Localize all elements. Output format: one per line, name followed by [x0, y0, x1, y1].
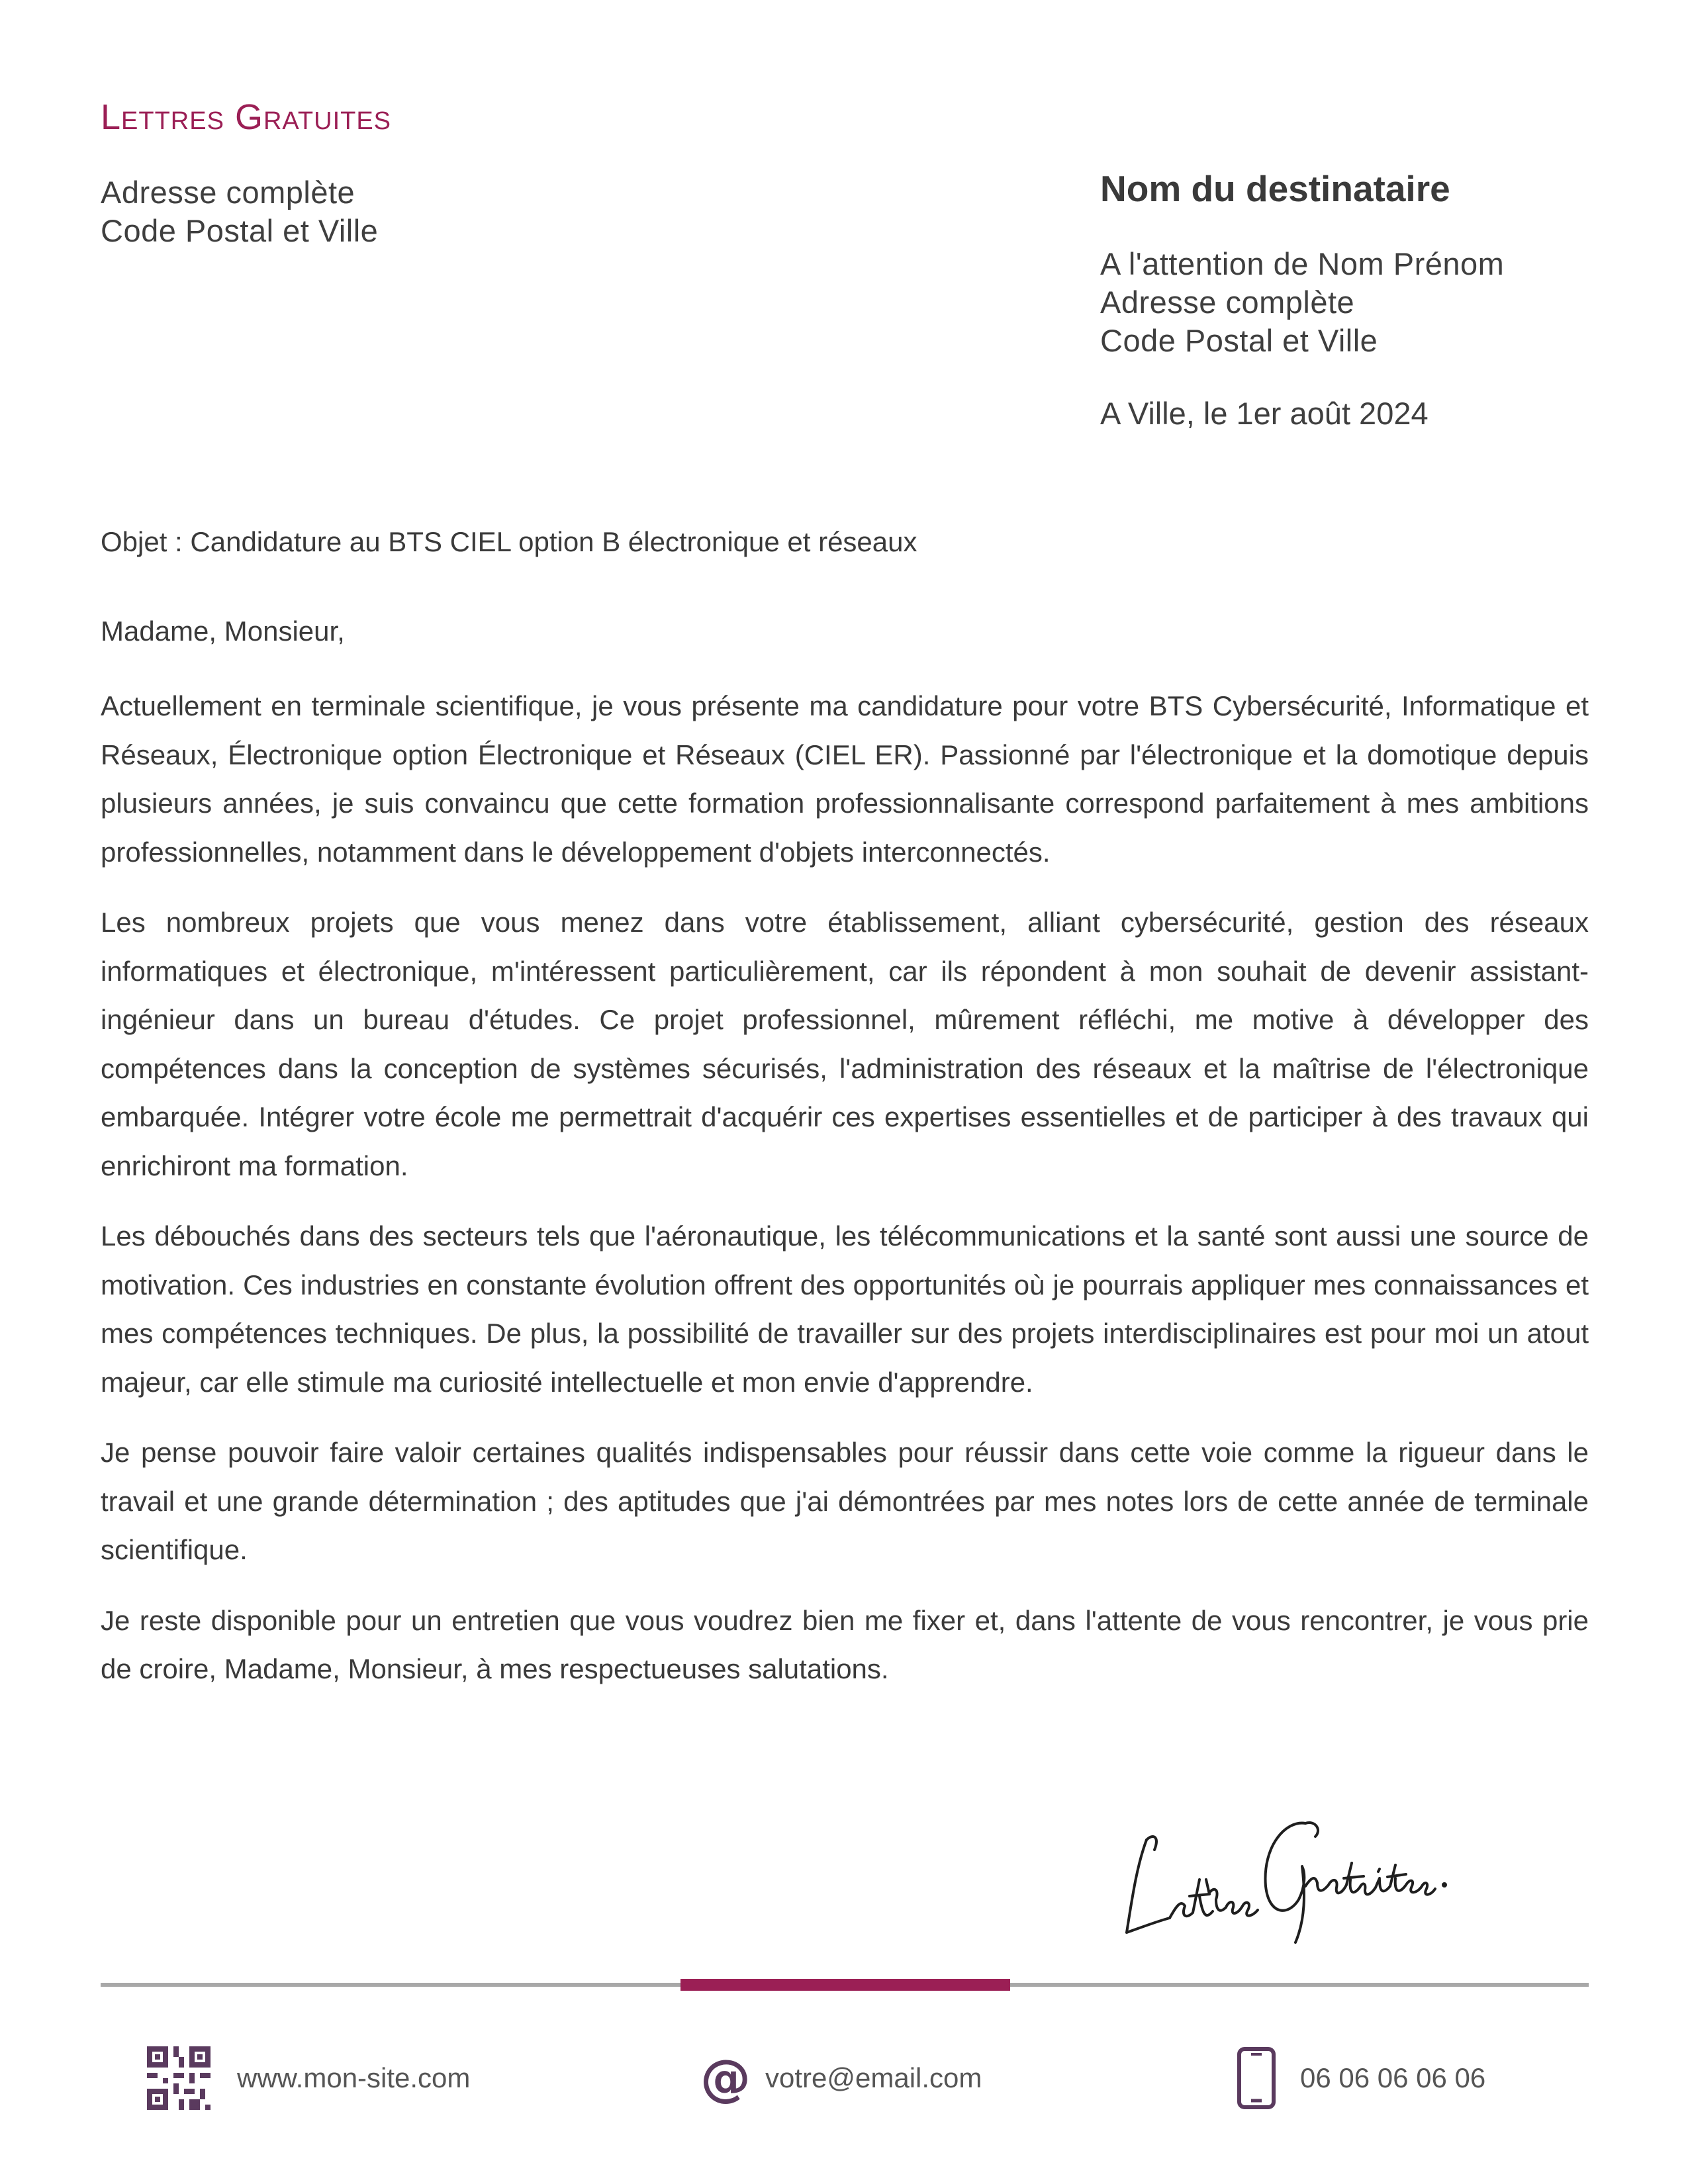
- recipient-address-line: Adresse complète: [1100, 285, 1355, 320]
- sender-address: [101, 173, 378, 250]
- body-paragraph: Je reste disponible pour un entretien que vous voudrez bien me fixer et, dans l'attente de vous rencontrer, je vous prie de croire, Madame, Monsieur, à mes respectueuses salutations.: [101, 1604, 1589, 1684]
- letter-date: A Ville, le 1er août 2024: [1100, 396, 1429, 431]
- footer-email[interactable]: [700, 2045, 982, 2111]
- qr-code-icon: [147, 2046, 211, 2110]
- at-sign-icon: @: [700, 2048, 751, 2107]
- sender-address-line: Adresse complète: [101, 175, 355, 210]
- body-paragraph: Les nombreux projets que vous menez dans votre établissement, alliant cybersécurité, gestion des réseaux informatiques et électronique, m'intéressent particulièrement, car ils répondent à mon souhait de devenir assistant-ingénieur dans un bureau d'études. Ce projet professionnel, mûrement réfléchi, me motive à développer des compétences dans la conception de systèmes sécurisés, l'administration des réseaux et la maîtrise de l'électronique embarquée. Intégrer votre école me permettrait d'acquérir ces expertises essentielles et de participer à des travaux qui enrichiront ma formation.: [101, 907, 1589, 1181]
- letter-body: [101, 682, 1589, 1715]
- email-link[interactable]: votre@email.com: [765, 2062, 982, 2093]
- letter-subject: Objet : Candidature au BTS CIEL option B électronique et réseaux: [101, 526, 917, 557]
- recipient-city-line: Code Postal et Ville: [1100, 323, 1378, 358]
- sender-city-line: Code Postal et Ville: [101, 213, 379, 248]
- recipient-name: Nom du destinataire: [1100, 168, 1450, 209]
- signature-image: [1107, 1800, 1451, 1952]
- footer-divider-accent: [680, 1979, 1010, 1991]
- recipient-block: [1100, 165, 1603, 433]
- body-paragraph: Actuellement en terminale scientifique, je vous présente ma candidature pour votre BTS Cybersécurité, Informatique et Réseaux, Électronique option Électronique et Réseaux (CIEL ER). Passionné par l'électronique et la domotique depuis plusieurs années, je suis convaincu que cette formation professionnalisante correspond parfaitement à mes ambitions professionnelles, notamment dans le développement d'objets interconnectés.: [101, 690, 1589, 868]
- smartphone-icon: [1237, 2046, 1276, 2110]
- website-link[interactable]: www.mon-site.com: [237, 2062, 471, 2093]
- letter-salutation: Madame, Monsieur,: [101, 615, 345, 647]
- body-paragraph: Je pense pouvoir faire valoir certaines qualités indispensables pour réussir dans cette voie comme la rigueur dans le travail et une grande détermination ; des aptitudes que j'ai démontrées par mes notes lors de cette année de terminale scientifique.: [101, 1437, 1589, 1565]
- brand-title: Lettres Gratuites: [101, 97, 392, 137]
- phone-number[interactable]: 06 06 06 06 06: [1300, 2062, 1486, 2093]
- recipient-attention: A l'attention de Nom Prénom: [1100, 246, 1505, 281]
- footer-website[interactable]: [147, 2045, 470, 2111]
- footer-phone[interactable]: [1237, 2045, 1485, 2111]
- body-paragraph: Les débouchés dans des secteurs tels que l'aéronautique, les télécommunications et la santé sont aussi une source de motivation. Ces industries en constante évolution offrent des opportunités où je pourrais appliquer mes connaissances et mes compétences techniques. De plus, la possibilité de travailler sur des projets interdisciplinaires est pour moi un atout majeur, car elle stimule ma curiosité intellectuelle et mon envie d'apprendre.: [101, 1220, 1589, 1398]
- recipient-address: [1100, 245, 1603, 360]
